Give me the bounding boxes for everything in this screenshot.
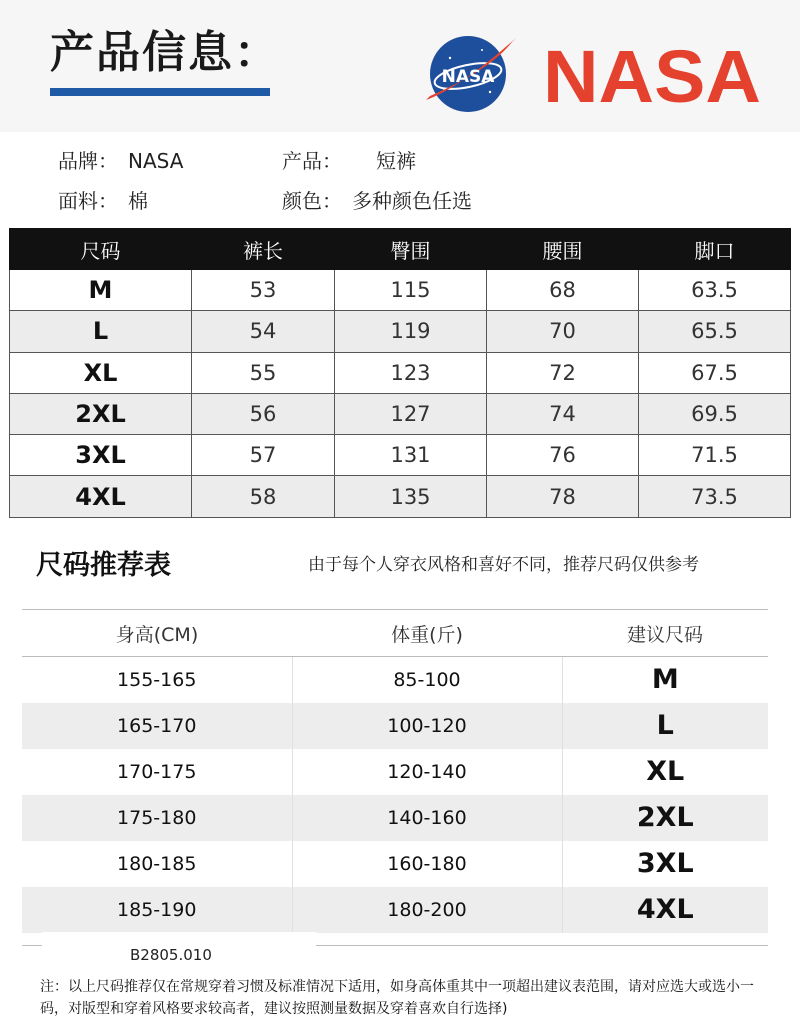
size-table: [9, 228, 791, 518]
suggested-size-cell: 2XL: [562, 795, 768, 841]
size-cell: 2XL: [10, 393, 192, 434]
color-value: 多种颜色任选: [352, 189, 472, 213]
recommendation-note: 由于每个人穿衣风格和喜好不同，推荐尺码仅供参考: [308, 555, 699, 575]
table-cell: 67.5: [639, 352, 791, 393]
recommendation-row: [22, 887, 768, 933]
brand-value: NASA: [128, 149, 184, 173]
size-cell: M: [10, 270, 192, 311]
table-cell: 71.5: [639, 435, 791, 476]
size-table-row: [10, 393, 791, 434]
page-title: 产品信息：: [50, 27, 280, 78]
meatball-logo-text: NASA: [441, 67, 495, 87]
info-fabric: [58, 185, 148, 214]
title-accent-bar: [50, 88, 270, 96]
product-value: 短裤: [376, 149, 416, 173]
header-band: [0, 0, 800, 132]
product-code: B2805.010: [130, 946, 212, 964]
table-cell: 69.5: [639, 393, 791, 434]
weight-cell: 100-120: [292, 703, 562, 749]
recommendation-header: 身高(CM): [22, 610, 292, 657]
recommendation-header: 建议尺码: [562, 610, 768, 657]
table-cell: 76: [487, 435, 639, 476]
suggested-size-cell: L: [562, 703, 768, 749]
height-cell: 180-185: [117, 852, 197, 875]
table-cell: 54: [192, 311, 335, 352]
nasa-worm-logo-icon: [540, 40, 765, 110]
size-table-row: [10, 352, 791, 393]
size-cell: 3XL: [10, 435, 192, 476]
table-cell: 63.5: [639, 270, 791, 311]
info-color: [282, 185, 472, 214]
size-table-row: [10, 311, 791, 352]
height-cell: 170-175: [117, 760, 197, 783]
weight-cell: 85-100: [292, 657, 562, 703]
table-cell: 131: [335, 435, 487, 476]
size-table-row: [10, 270, 791, 311]
recommendation-header-row: [22, 610, 768, 657]
table-cell: 55: [192, 352, 335, 393]
recommendation-title: 尺码推荐表: [36, 550, 171, 581]
size-table-header: 脚口: [639, 229, 791, 270]
table-cell: 78: [487, 476, 639, 517]
table-cell: 127: [335, 393, 487, 434]
footnote: 注：以上尺码推荐仅在常规穿着习惯及标准情况下适用，如身高体重其中一项超出建议表范围，请对应选大或选小一码，对版型和穿着风格要求较高者，建议按照测量数据及穿着喜欢自行选择): [40, 979, 754, 1017]
size-cell: L: [10, 311, 192, 352]
table-cell: 56: [192, 393, 335, 434]
size-table-header: 腰围: [487, 229, 639, 270]
height-cell: 185-190: [22, 887, 292, 933]
size-cell: XL: [10, 352, 192, 393]
table-cell: 72: [487, 352, 639, 393]
size-table-row: [10, 476, 791, 517]
size-table-header: 臀围: [335, 229, 487, 270]
table-cell: 119: [335, 311, 487, 352]
table-cell: 73.5: [639, 476, 791, 517]
table-cell: 58: [192, 476, 335, 517]
table-cell: 65.5: [639, 311, 791, 352]
weight-cell: 160-180: [292, 841, 562, 887]
recommendation-row: [22, 703, 768, 749]
brand-label: 品牌：: [58, 149, 118, 173]
recommendation-row: [22, 841, 768, 887]
table-cell: 68: [487, 270, 639, 311]
height-cell: 165-170: [22, 703, 292, 749]
worm-logo-text: NASA: [543, 40, 761, 110]
nasa-meatball-logo-icon: [420, 30, 520, 114]
weight-cell: 140-160: [292, 795, 562, 841]
weight-cell: 180-200: [292, 887, 562, 933]
suggested-size-cell: 4XL: [562, 887, 768, 933]
size-table-header: 尺码: [10, 229, 192, 270]
table-cell: 53: [192, 270, 335, 311]
weight-cell: 120-140: [292, 749, 562, 795]
size-table-header-row: [10, 229, 791, 270]
table-cell: 123: [335, 352, 487, 393]
suggested-size-cell: M: [651, 664, 679, 696]
product-label: 产品：: [282, 149, 342, 173]
recommendation-table: [22, 609, 768, 933]
color-label: 颜色：: [282, 189, 342, 213]
size-table-header: 裤长: [192, 229, 335, 270]
info-brand: [58, 145, 183, 174]
table-cell: 115: [335, 270, 487, 311]
table-cell: 135: [335, 476, 487, 517]
info-product: [282, 145, 416, 174]
fabric-value: 棉: [128, 189, 148, 213]
table-cell: 74: [487, 393, 639, 434]
size-cell: 4XL: [10, 476, 192, 517]
height-cell: 175-180: [22, 795, 292, 841]
table-cell: 70: [487, 311, 639, 352]
fabric-label: 面料：: [58, 189, 118, 213]
recommendation-row: [22, 795, 768, 841]
suggested-size-cell: 3XL: [636, 848, 694, 879]
recommendation-row: [22, 749, 768, 795]
table-cell: 57: [192, 435, 335, 476]
suggested-size-cell: XL: [646, 756, 685, 787]
recommendation-header: 体重(斤): [292, 610, 562, 657]
size-table-row: [10, 435, 791, 476]
recommendation-row: [22, 657, 768, 703]
height-cell: 155-165: [117, 668, 197, 691]
